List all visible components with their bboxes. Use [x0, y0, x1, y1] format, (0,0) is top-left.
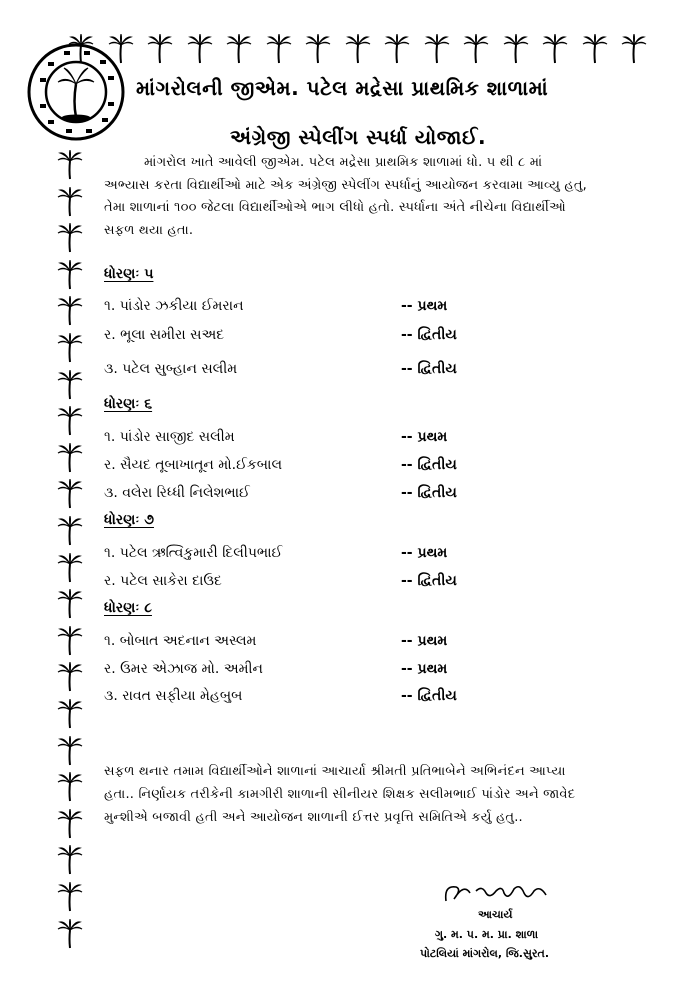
winner-row: [104, 545, 484, 567]
palm-tree-icon: [57, 626, 83, 656]
palm-tree-icon: [57, 699, 83, 729]
intro-line: અભ્યાસ કરતા વિદ્યાર્થીઓ માટે એક અંગ્રેજી સ્પેલીંગ સ્પર્ધાનું આયોજન કરવામા આવ્યુ હતુ,: [104, 177, 587, 193]
palm-tree-icon: [57, 443, 83, 473]
winner-rank: -- પ્રથમ: [401, 661, 448, 677]
palm-tree-icon: [424, 34, 450, 64]
winner-rank: -- દ્વિતીય: [401, 573, 457, 589]
headline-line-1: માંગરોલની જીએમ. પટેલ મદ્રેસા પ્રાથમિક શાળામાં: [136, 76, 549, 100]
palm-tree-icon: [57, 479, 83, 509]
winner-rank: -- દ્વિતીય: [401, 327, 457, 343]
palm-tree-icon: [57, 406, 83, 436]
palm-tree-icon: [57, 260, 83, 290]
signatory-address: પોટલિયાં માંગરોલ, જિ.સુરત.: [420, 947, 550, 960]
palm-tree-icon: [57, 296, 83, 326]
winner-rank: -- પ્રથમ: [401, 298, 448, 314]
standard-heading: ધોરણઃ ૮: [104, 600, 152, 616]
palm-tree-icon: [57, 187, 83, 217]
winner-row: [104, 633, 484, 655]
palm-tree-icon: [542, 34, 568, 64]
intro-line: માંગરોલ ખાતે આવેલી જીએમ. પટેલ મદ્રેસા પ્રાથમિક શાળામાં ધો. ૫ થી ૮ માં: [144, 155, 543, 170]
palm-tree-icon: [345, 34, 371, 64]
winner-name: ૧. બોબાત અદનાન અસ્લમ: [104, 633, 257, 649]
palm-tree-icon: [57, 662, 83, 692]
palm-tree-icon: [147, 34, 173, 64]
winner-row: [104, 457, 484, 479]
palm-tree-icon: [57, 772, 83, 802]
handwritten-signature: [442, 879, 552, 909]
winner-row: [104, 298, 484, 320]
winner-name: ૧. પાંડોર ઝકીયા ઈમરાન: [104, 298, 244, 314]
winner-rank: -- દ્વિતીય: [401, 457, 457, 473]
palm-tree-icon: [57, 370, 83, 400]
winner-row: [104, 573, 484, 595]
headline-line-2: અંગ્રેજી સ્પેલીંગ સ્પર્ધા યોજાઈ.: [230, 125, 487, 149]
winner-rank: -- પ્રથમ: [401, 633, 448, 649]
signatory-title: આચાર્ય: [478, 908, 513, 921]
standard-heading: ધોરણઃ ૬: [104, 396, 153, 412]
palm-tree-icon: [463, 34, 489, 64]
winner-name: ર. પટેલ સાકેરા દાઉદ: [104, 573, 222, 589]
palm-tree-icon: [57, 150, 83, 180]
winner-row: [104, 361, 484, 383]
palm-tree-icon: [57, 333, 83, 363]
winner-row: [104, 429, 484, 451]
closing-line: મુન્શીએ બજાવી હતી અને આયોજન શાળાની ઈત્તર પ્રવૃત્તિ સમિતિએ કર્યુ હતુ..: [104, 810, 523, 825]
winner-name: ૩. પટેલ સુબ્હાન સલીમ: [104, 361, 238, 377]
winner-name: ર. ભૂલા સમીરા સઅદ: [104, 327, 225, 343]
closing-line: હતા.. નિર્ણાયક તરીકેની કામગીરી શાળાની સીનીયર શિક્ષક સલીમભાઈ પાંડોર અને જાવેદ: [104, 787, 576, 802]
winner-row: [104, 327, 484, 349]
palm-tree-icon: [68, 34, 94, 64]
winner-name: ૩. રાવત સફીયા મેહબુબ: [104, 688, 243, 704]
winner-name: ર. સૈયદ તૂબાખાતૂન મો.ઈકબાલ: [104, 457, 283, 473]
palm-tree-icon: [57, 553, 83, 583]
standard-heading: ધોરણઃ ૭: [104, 512, 154, 528]
winner-rank: -- દ્વિતીય: [401, 485, 457, 501]
intro-line: તેમા શાળાનાં ૧૦૦ જેટલા વિદ્યાર્થીઓએ ભાગ લીધો હતો. સ્પર્ધાના અંતે નીચેના વિદ્યાર્થીઓ: [104, 200, 566, 215]
winner-name: ૩. વલેરા રિધ્ધી નિલેશભાઈ: [104, 485, 250, 501]
winner-row: [104, 485, 484, 507]
palm-tree-icon: [621, 34, 647, 64]
closing-line: સફળ થનાર તમામ વિદ્યાર્થીઓને શાળાનાં આચાર્યા શ્રીમતી પ્રતિભાબેને અભિનંદન આપ્યા: [104, 764, 566, 779]
winner-rank: -- દ્વિતીય: [401, 688, 457, 704]
palm-tree-icon: [582, 34, 608, 64]
winner-rank: -- પ્રથમ: [401, 545, 448, 561]
palm-tree-icon: [57, 882, 83, 912]
winner-row: [104, 661, 484, 683]
winner-name: ૧. પટેલ ઋત્વિકુમારી દિલીપભાઈ: [104, 545, 283, 561]
palm-tree-icon: [57, 845, 83, 875]
palm-tree-icon: [57, 589, 83, 619]
palm-tree-icon: [187, 34, 213, 64]
palm-tree-icon: [503, 34, 529, 64]
palm-tree-icon: [57, 516, 83, 546]
winner-rank: -- દ્વિતીય: [401, 361, 457, 377]
palm-tree-icon: [384, 34, 410, 64]
palm-tree-icon: [266, 34, 292, 64]
winner-name: ર. ઉમર એઝાજ મો. અમીન: [104, 661, 263, 677]
palm-tree-icon: [226, 34, 252, 64]
palm-tree-icon: [57, 736, 83, 766]
intro-paragraph: [104, 152, 664, 242]
winner-name: ૧. પાંડોર સાજીદ સલીમ: [104, 429, 235, 445]
signatory-school: ગુ. મ. પ. મ. પ્રા. શાળા: [435, 928, 539, 941]
palm-tree-icon: [108, 34, 134, 64]
winner-row: [104, 688, 484, 710]
palm-tree-icon: [57, 919, 83, 949]
palm-tree-icon: [305, 34, 331, 64]
intro-line: સફળ થયા હતા.: [104, 222, 194, 238]
closing-paragraph: [104, 760, 664, 829]
palm-tree-icon: [57, 223, 83, 253]
standard-heading: ધોરણઃ ૫: [104, 266, 154, 282]
palm-tree-icon: [57, 809, 83, 839]
winner-rank: -- પ્રથમ: [401, 429, 448, 445]
